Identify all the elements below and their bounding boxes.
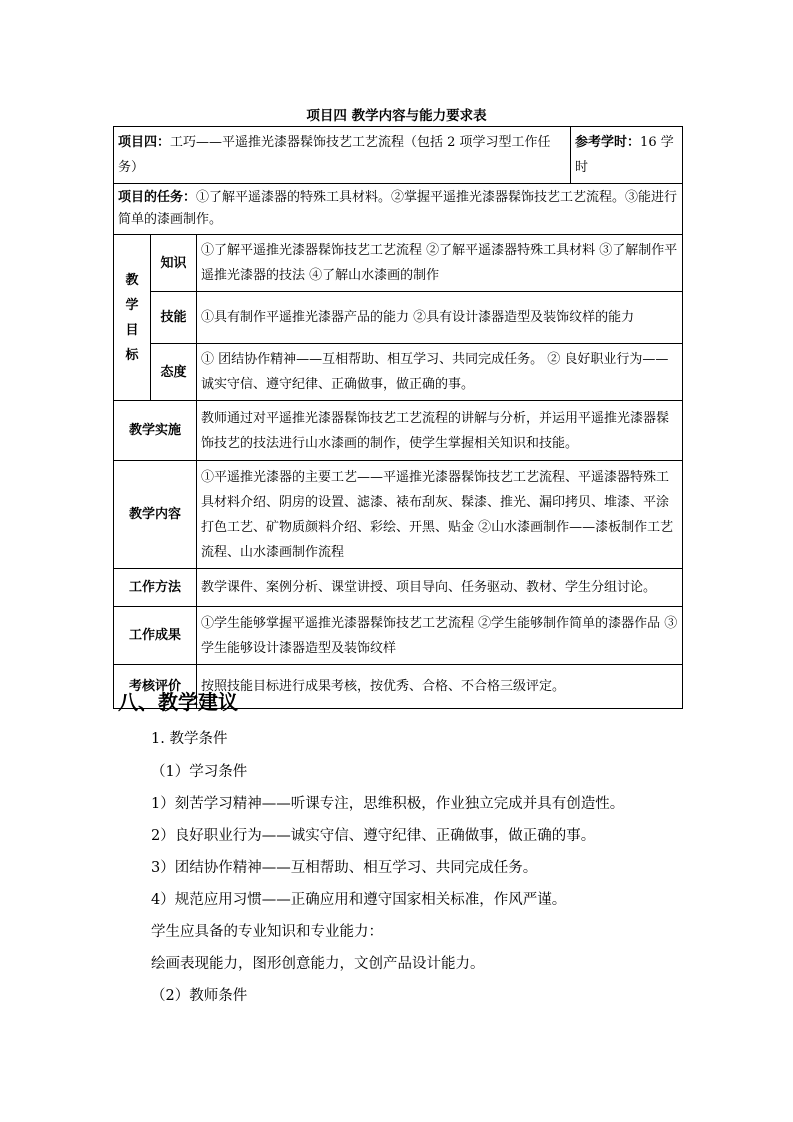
row-text: 教学课件、案例分析、课堂讲授、项目导向、任务驱动、教材、学生分组讨论。 (197, 569, 683, 607)
body-line: 4）规范应用习惯——正确应用和遵守国家相关标准，作风严谨。 (151, 892, 567, 908)
body-line: 绘画表现能力，图形创意能力，文创产品设计能力。 (151, 956, 485, 972)
objective-text: ① 团结协作精神——互相帮助、相互学习、共同完成任务。 ② 良好职业行为——诚实守信、遵守纪律、正确做事，做正确的事。 (197, 344, 683, 401)
requirements-table (113, 126, 683, 709)
project-cell (114, 127, 571, 184)
objectives-label-char: 目 (125, 322, 139, 338)
objective-label: 知识 (151, 235, 197, 292)
body-line: 1）刻苦学习精神——听课专注，思维积极，作业独立完成并具有创造性。 (151, 796, 625, 812)
row-label: 工作成果 (114, 607, 197, 665)
project-label: 项目四： (118, 135, 171, 150)
project-row (114, 127, 683, 184)
objective-row-knowledge (114, 235, 683, 292)
row-label: 考核评价 (114, 665, 197, 709)
row-label: 教学实施 (114, 401, 197, 461)
objectives-label-char: 学 (125, 297, 139, 313)
objective-text: ①了解平遥推光漆器髹饰技艺工艺流程 ②了解平遥漆器特殊工具材料 ③了解制作平遥推光漆器的技法 ④了解山水漆画的制作 (197, 235, 683, 292)
objective-label: 技能 (151, 292, 197, 344)
body-line: 学生应具备的专业知识和专业能力： (151, 924, 383, 940)
objectives-label-char: 教 (125, 272, 139, 288)
row-text: 按照技能目标进行成果考核，按优秀、合格、不合格三级评定。 (197, 665, 683, 709)
row-text: ①平遥推光漆器的主要工艺——平遥推光漆器髹饰技艺工艺流程、平遥漆器特殊工具材料介绍、阴房的设置、滤漆、裱布刮灰、髹漆、推光、漏印拷贝、堆漆、平涂打色工艺、矿物质颜料介绍、彩绘、开黑、贴金 ②山水漆画制作——漆板制作工艺流程、山水漆画制作流程 (197, 461, 683, 569)
hours-label: 参考学时： (575, 135, 641, 150)
table-row (114, 607, 683, 665)
table-row (114, 401, 683, 461)
table-row (114, 569, 683, 607)
row-label: 教学内容 (114, 461, 197, 569)
row-label: 工作方法 (114, 569, 197, 607)
row-text: 教师通过对平遥推光漆器髹饰技艺工艺流程的讲解与分析，并运用平遥推光漆器髹饰技艺的技法进行山水漆画的制作，使学生掌握相关知识和技能。 (197, 401, 683, 461)
tasks-text: ①了解平遥漆器的特殊工具材料。②掌握平遥推光漆器髹饰技艺工艺流程。③能进行简单的漆画制作。 (118, 190, 678, 227)
body-line: （1）学习条件 (151, 764, 248, 780)
section-heading: 八、教学建议 (118, 690, 238, 714)
hours-cell (571, 127, 683, 184)
objective-label: 态度 (151, 344, 197, 401)
objective-row-skill (114, 292, 683, 344)
table-row (114, 461, 683, 569)
tasks-cell (114, 184, 683, 235)
tasks-row (114, 184, 683, 235)
objective-row-attitude (114, 344, 683, 401)
body-line: 2）良好职业行为——诚实守信、遵守纪律、正确做事，做正确的事。 (151, 828, 596, 844)
objectives-label (114, 235, 151, 401)
objective-text: ①具有制作平遥推光漆器产品的能力 ②具有设计漆器造型及装饰纹样的能力 (197, 292, 683, 344)
project-text: 工巧——平遥推光漆器髹饰技艺工艺流程（包括 2 项学习型工作任务） (118, 135, 551, 175)
hours-value: 16 学时 (575, 135, 674, 175)
body-line: 1. 教学条件 (151, 731, 228, 747)
body-line: （2）教师条件 (151, 988, 248, 1004)
body-line: 3）团结协作精神——互相帮助、相互学习、共同完成任务。 (151, 860, 538, 876)
objectives-label-char: 标 (125, 347, 139, 363)
tasks-label: 项目的任务： (118, 190, 197, 205)
row-text: ①学生能够掌握平遥推光漆器髹饰技艺工艺流程 ②学生能够制作简单的漆器作品 ③学生能够设计漆器造型及装饰纹样 (197, 607, 683, 665)
table-title: 项目四 教学内容与能力要求表 (306, 108, 487, 124)
